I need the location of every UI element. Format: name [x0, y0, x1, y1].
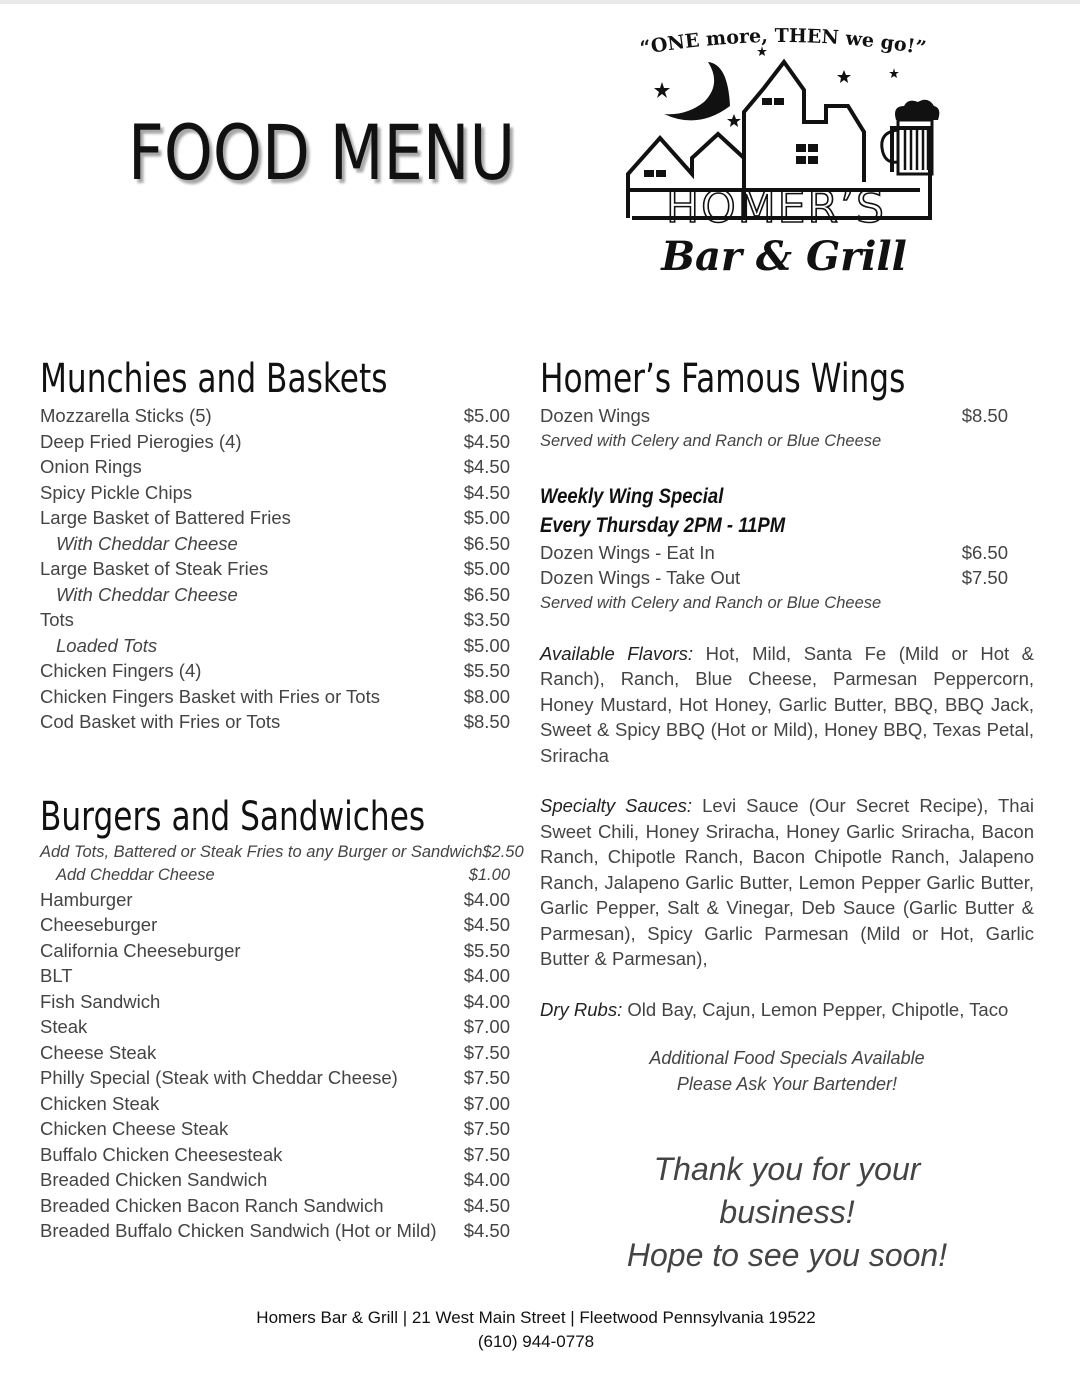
- thank-you-message: Thank you for your business! Hope to see you soon!: [626, 1151, 948, 1273]
- menu-item: BLT $4.00: [40, 965, 510, 986]
- menu-item: Steak $7.00: [40, 1016, 510, 1037]
- menu-item: Breaded Chicken Sandwich $4.00: [40, 1169, 510, 1190]
- menu-item-option: Loaded Tots $5.00: [56, 634, 510, 656]
- menu-item: Breaded Buffalo Chicken Sandwich (Hot or Mild) $4.50: [40, 1220, 510, 1241]
- munchies-title: Munchies and Baskets: [40, 356, 388, 402]
- menu-item: Hamburger $4.00: [40, 888, 510, 910]
- menu-item: Deep Fried Pierogies (4) $4.50: [40, 430, 510, 452]
- addon-cheese-note: Add Cheddar Cheese $1.00: [56, 865, 510, 884]
- munchies-list: [40, 403, 510, 735]
- menu-item: Philly Special (Steak with Cheddar Cheese) $7.50: [40, 1067, 510, 1088]
- menu-item: Dozen Wings - Take Out $7.50: [540, 567, 1008, 588]
- menu-item-option: With Cheddar Cheese $6.50: [56, 583, 510, 605]
- menu-item: Chicken Fingers Basket with Fries or Tots $8.00: [40, 685, 510, 707]
- menu-item: Fish Sandwich $4.00: [40, 990, 510, 1012]
- menu-item: Cod Basket with Fries or Tots $8.50: [40, 711, 510, 732]
- served-note: Served with Celery and Ranch or Blue Cheese: [540, 431, 882, 450]
- menu-item: Cheese Steak $7.50: [40, 1041, 510, 1063]
- burgers-title: Burgers and Sandwiches: [40, 793, 426, 840]
- right-column: [540, 355, 1034, 1022]
- svg-text:“ONE more, THEN we go!”: [638, 25, 927, 60]
- menu-item: Cheeseburger $4.50: [40, 914, 510, 935]
- menu-item: Breaded Chicken Bacon Ranch Sandwich $4.50: [40, 1194, 510, 1216]
- menu-item-option: With Cheddar Cheese $6.50: [56, 532, 510, 554]
- menu-item: California Cheeseburger $5.50: [40, 939, 510, 961]
- menu-item: Chicken Steak $7.00: [40, 1092, 510, 1114]
- logo-subtitle: Bar & Grill: [661, 233, 907, 280]
- logo-tagline: “ONE more, THEN we go!”: [638, 24, 928, 60]
- logo-name: HOMER’S: [666, 182, 886, 233]
- served-note: Served with Celery and Ranch or Blue Cheese: [540, 593, 882, 612]
- menu-item: Chicken Fingers (4) $5.50: [40, 660, 510, 681]
- weekly-special-title: Weekly Wing Special: [540, 484, 724, 508]
- menu-item: Dozen Wings $8.50: [540, 405, 1008, 426]
- available-flavors: Available Flavors: Hot, Mild, Santa Fe (Mild or Hot & Ranch), Ranch, Blue Cheese, Parmesan Peppercorn, Honey Mustard, Hot Honey, Garlic Butter, BBQ, BBQ Jack, Sweet & Spicy BBQ (Hot or Mild), Honey BBQ, Texas Petal, Sriracha: [540, 642, 1035, 766]
- addon-note: Add Tots, Battered or Steak Fries to any Burger or Sandwich $2.50: [40, 842, 524, 861]
- burgers-list: [40, 841, 524, 1244]
- footer-address: Homers Bar & Grill | 21 West Main Street | Fleetwood Pennsylvania 19522: [256, 1308, 816, 1327]
- dry-rubs: Dry Rubs: Old Bay, Cajun, Lemon Pepper, Chipotle, Taco: [540, 998, 1009, 1020]
- left-column: [40, 355, 524, 1244]
- top-border: [0, 0, 1080, 4]
- menu-item: Dozen Wings - Eat In $6.50: [540, 541, 1008, 563]
- footer: [0, 1306, 1072, 1354]
- page-title: FOOD MENU: [128, 108, 516, 197]
- menu-item: Buffalo Chicken Cheesesteak $7.50: [40, 1143, 510, 1165]
- moon-icon: [664, 62, 730, 120]
- menu-item: Chicken Cheese Steak $7.50: [40, 1118, 510, 1139]
- menu-item: Large Basket of Battered Fries $5.00: [40, 507, 510, 528]
- menu-item: Spicy Pickle Chips $4.50: [40, 481, 510, 503]
- menu-item: Large Basket of Steak Fries $5.00: [40, 558, 510, 579]
- burgers-section: [40, 793, 524, 1244]
- menu-item: Tots $3.50: [40, 609, 510, 630]
- menu-item: Mozzarella Sticks (5) $5.00: [40, 405, 510, 426]
- weekly-special-time: Every Thursday 2PM - 11PM: [540, 513, 786, 537]
- munchies-section: [40, 355, 510, 735]
- homers-logo: [612, 22, 952, 282]
- menu-item: Onion Rings $4.50: [40, 456, 510, 477]
- wings-title: Homer’s Famous Wings: [540, 356, 906, 402]
- specials-note: Additional Food Specials Available Please Ask Your Bartender!: [649, 1048, 925, 1094]
- footer-phone: (610) 944-0778: [477, 1332, 595, 1351]
- specialty-sauces: Specialty Sauces: Levi Sauce (Our Secret Recipe), Thai Sweet Chili, Honey Sriracha, Honey Garlic Sriracha, Bacon Ranch, Chipotle Ranch, Bacon Chipotle Ranch, Jalapeno Ranch, Jalapeno Garlic Butter, Lemon Pepper Garlic Butter, Garlic Pepper, Salt & Vinegar, Deb Sauce (Garlic Butter & Parmesan), Spicy Garlic Parmesan (Mild or Hot, Garlic Butter & Parmesan),: [540, 795, 1034, 969]
